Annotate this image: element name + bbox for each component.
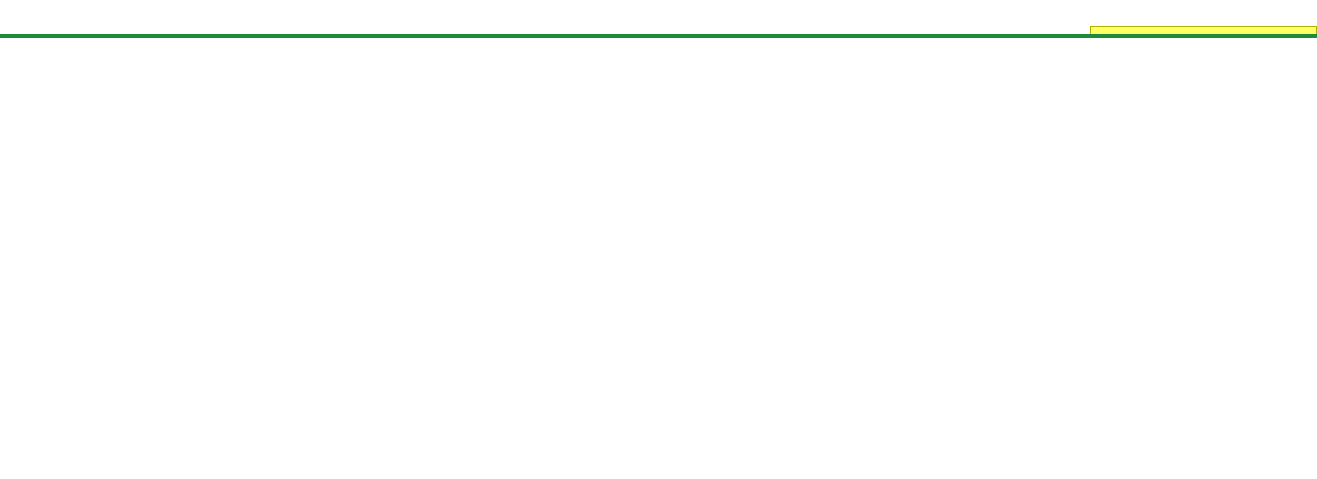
spreadsheet-grid — [0, 44, 1317, 479]
